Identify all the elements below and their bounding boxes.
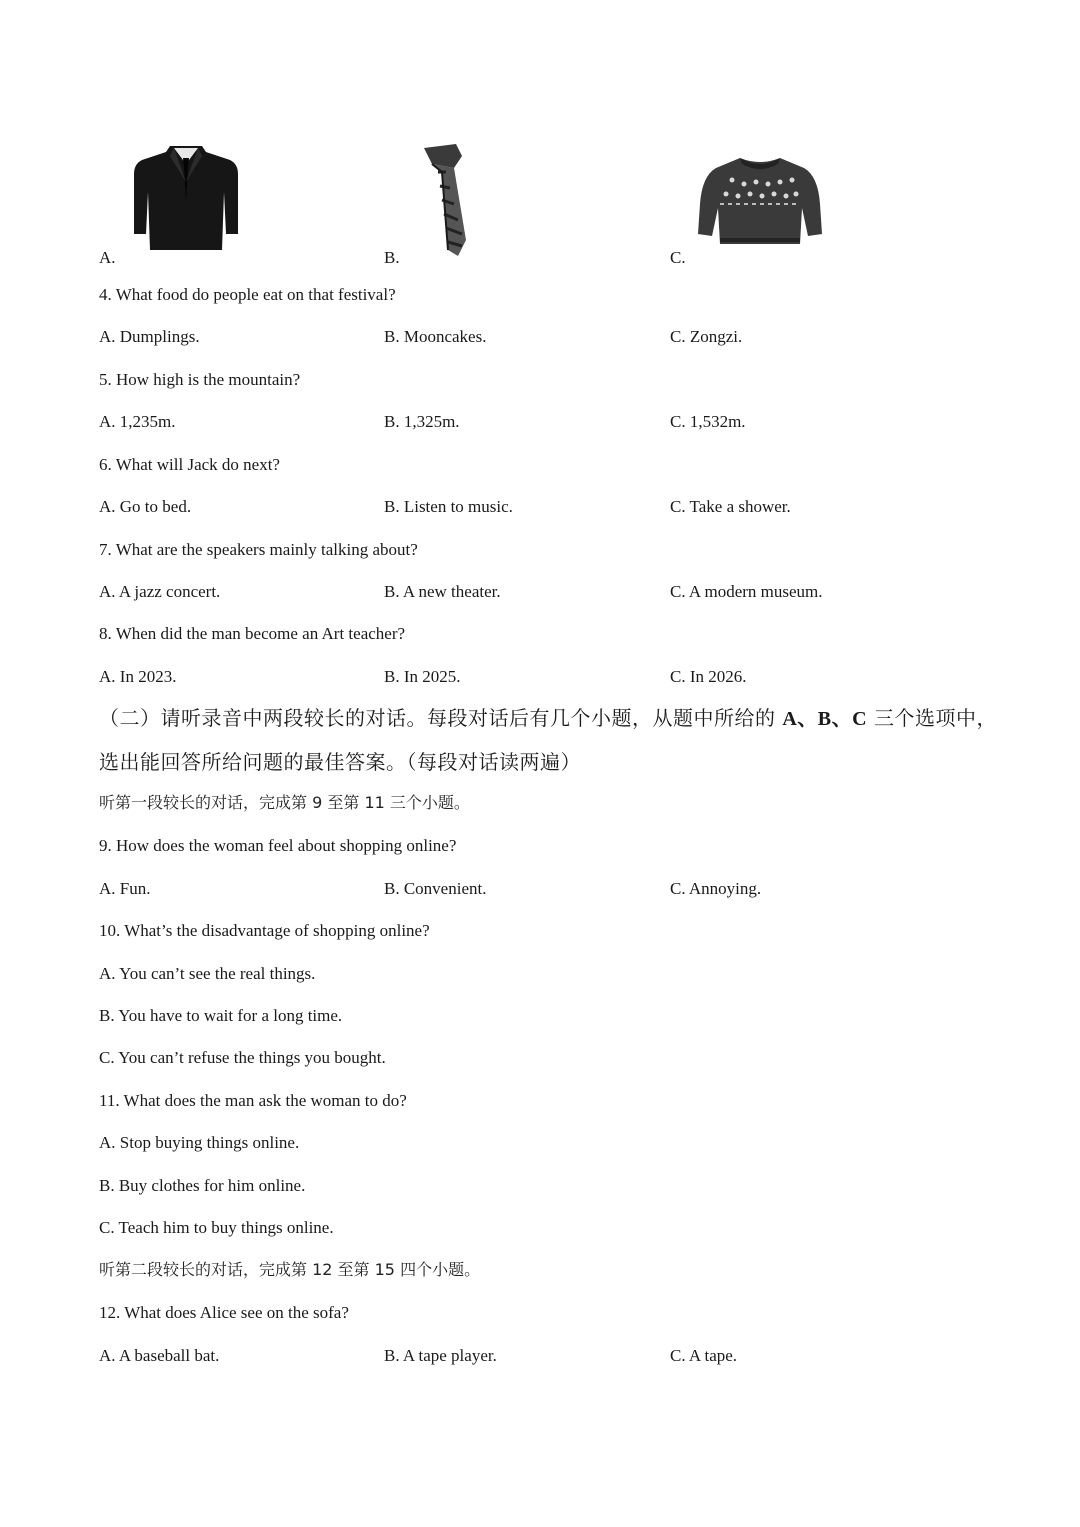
q9-option-c: C. Annoying. (670, 879, 762, 898)
section-2-instructions: （二）请听录音中两段较长的对话。每段对话后有几个小题，从题中所给的 A、B、C 三个选项中，选出能回答所给问题的最佳答案。（每段对话读两遍） (99, 706, 997, 774)
tie-icon (418, 142, 478, 260)
image-option-b-label: B. (384, 248, 400, 267)
question-8: 8. When did the man become an Art teacher? (99, 624, 406, 643)
q5-option-b: B. 1,325m. (384, 412, 460, 431)
q4-option-b: B. Mooncakes. (384, 327, 487, 346)
q9-option-b: B. Convenient. (384, 879, 487, 898)
q10-option-a: A. You can’t see the real things. (99, 964, 316, 983)
q4-option-a: A. Dumplings. (99, 327, 200, 346)
q9-option-a: A. Fun. (99, 879, 151, 898)
q10-option-c: C. You can’t refuse the things you bought. (99, 1048, 386, 1067)
q8-option-b: B. In 2025. (384, 667, 461, 686)
q8-option-c: C. In 2026. (670, 667, 747, 686)
q8-option-a: A. In 2023. (99, 667, 177, 686)
image-option-c-label: C. (670, 248, 686, 267)
q12-option-a: A. A baseball bat. (99, 1346, 220, 1365)
sweater-icon (696, 154, 824, 248)
question-12: 12. What does Alice see on the sofa? (99, 1303, 349, 1322)
q7-option-a: A. A jazz concert. (99, 582, 221, 601)
q11-option-b: B. Buy clothes for him online. (99, 1176, 306, 1195)
q6-option-b: B. Listen to music. (384, 497, 513, 516)
question-10: 10. What’s the disadvantage of shopping online? (99, 921, 430, 940)
question-5: 5. How high is the mountain? (99, 370, 301, 389)
question-6: 6. What will Jack do next? (99, 455, 280, 474)
q5-option-a: A. 1,235m. (99, 412, 176, 431)
suit-icon (130, 142, 242, 252)
q7-option-b: B. A new theater. (384, 582, 501, 601)
question-11: 11. What does the man ask the woman to do? (99, 1091, 407, 1110)
q12-option-b: B. A tape player. (384, 1346, 497, 1365)
q12-option-c: C. A tape. (670, 1346, 738, 1365)
question-4: 4. What food do people eat on that festival? (99, 285, 396, 304)
q11-option-c: C. Teach him to buy things online. (99, 1218, 334, 1237)
q7-option-c: C. A modern museum. (670, 582, 823, 601)
dialogue-1-note: 听第一段较长的对话，完成第 9 至第 11 三个小题。 (99, 793, 470, 812)
dialogue-2-note: 听第二段较长的对话，完成第 12 至第 15 四个小题。 (99, 1260, 481, 1279)
question-7: 7. What are the speakers mainly talking about? (99, 540, 418, 559)
q5-option-c: C. 1,532m. (670, 412, 746, 431)
q4-option-c: C. Zongzi. (670, 327, 743, 346)
image-option-a-label: A. (99, 248, 116, 267)
q6-option-c: C. Take a shower. (670, 497, 791, 516)
question-9: 9. How does the woman feel about shopping online? (99, 836, 457, 855)
q11-option-a: A. Stop buying things online. (99, 1133, 300, 1152)
q10-option-b: B. You have to wait for a long time. (99, 1006, 343, 1025)
q6-option-a: A. Go to bed. (99, 497, 192, 516)
